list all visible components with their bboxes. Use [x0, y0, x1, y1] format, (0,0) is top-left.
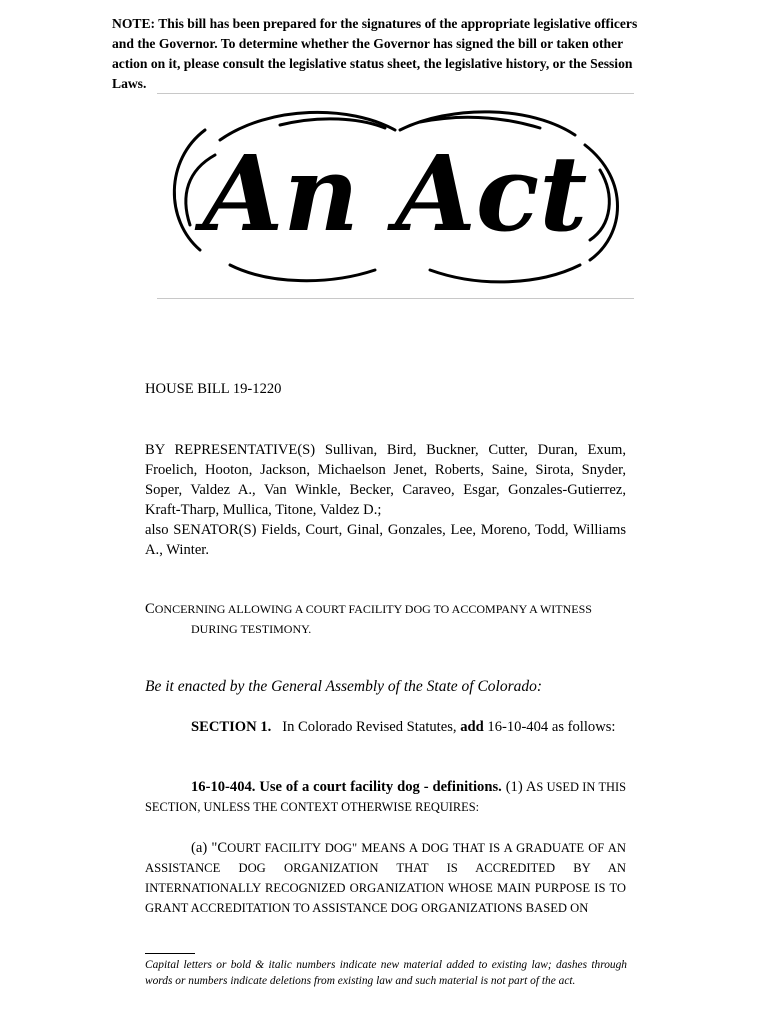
- subsection-number: (1): [505, 779, 523, 795]
- section-1-heading: SECTION 1.: [191, 719, 272, 735]
- section-16-10-404: [145, 777, 626, 817]
- an-act-logo-text: An Act: [202, 132, 588, 255]
- legislative-note: NOTE: This bill has been prepared for the signatures of the appropriate legislative officers and the Governor. To determine whether the Governor has signed the bill or taken other action on it, please consult the legislative status sheet, the legislative history, or the Session Laws.: [112, 16, 638, 91]
- section-1-text-b: 16-10-404 as follows:: [487, 719, 616, 735]
- subsection-text: S USED IN THIS SECTION, UNLESS THE CONTEXT OTHERWISE REQUIRES:: [145, 780, 627, 814]
- senators-list: also SENATOR(S) Fields, Court, Ginal, Gonzales, Lee, Moreno, Todd, Williams A., Winter.: [145, 522, 626, 558]
- an-act-logo: [160, 100, 630, 290]
- sponsors-block: [145, 440, 626, 560]
- section-1: [145, 717, 626, 737]
- section-1-action: add: [460, 719, 484, 735]
- bill-title-line1: ONCERNING ALLOWING A COURT FACILITY DOG TO ACCOMPANY A WITNESS: [154, 602, 592, 616]
- section-1-text-a: In Colorado Revised Statutes,: [282, 719, 457, 735]
- paragraph-a: [145, 838, 626, 918]
- logo-top-rule: [157, 93, 634, 94]
- bill-title: [145, 599, 626, 639]
- bill-number: HOUSE BILL 19-1220: [145, 381, 282, 397]
- bill-title-initial: C: [145, 601, 155, 617]
- bill-title-line2: DURING TESTIMONY.: [191, 622, 312, 636]
- statute-heading: 16-10-404. Use of a court facility dog - definitions.: [191, 779, 502, 795]
- paragraph-a-initial: "C: [211, 840, 228, 856]
- subsection-initial: A: [525, 779, 537, 795]
- footnote: Capital letters or bold & italic numbers indicate new material added to existing law; dashes through words or numbers indicate deletions from existing law and such material is not part of the act.: [145, 959, 627, 987]
- logo-bottom-rule: [157, 298, 634, 299]
- paragraph-a-text: OURT FACILITY DOG" MEANS A DOG THAT IS A GRADUATE OF AN ASSISTANCE DOG ORGANIZATION THAT IS ACCREDITED BY AN INTERNATIONALLY RECOGNIZED ORGANIZATION WHOSE MAIN PURPOSE IS TO GRANT ACCREDITATION TO ASSISTANCE DOG ORGANIZATIONS BASED ON: [145, 841, 626, 915]
- representatives-list: BY REPRESENTATIVE(S) Sullivan, Bird, Buckner, Cutter, Duran, Exum, Froelich, Hooton, Jackson, Michaelson Jenet, Roberts, Saine, Sirota, Snyder, Soper, Valdez A., Van Winkle, Becker, Caraveo, Esgar, Gonzales-Gutierrez, Kraft-Tharp, Mullica, Titone, Valdez D.;: [145, 442, 626, 518]
- enacting-clause: Be it enacted by the General Assembly of the State of Colorado:: [145, 678, 543, 695]
- paragraph-a-label: (a): [191, 840, 208, 856]
- footnote-rule: [145, 953, 195, 954]
